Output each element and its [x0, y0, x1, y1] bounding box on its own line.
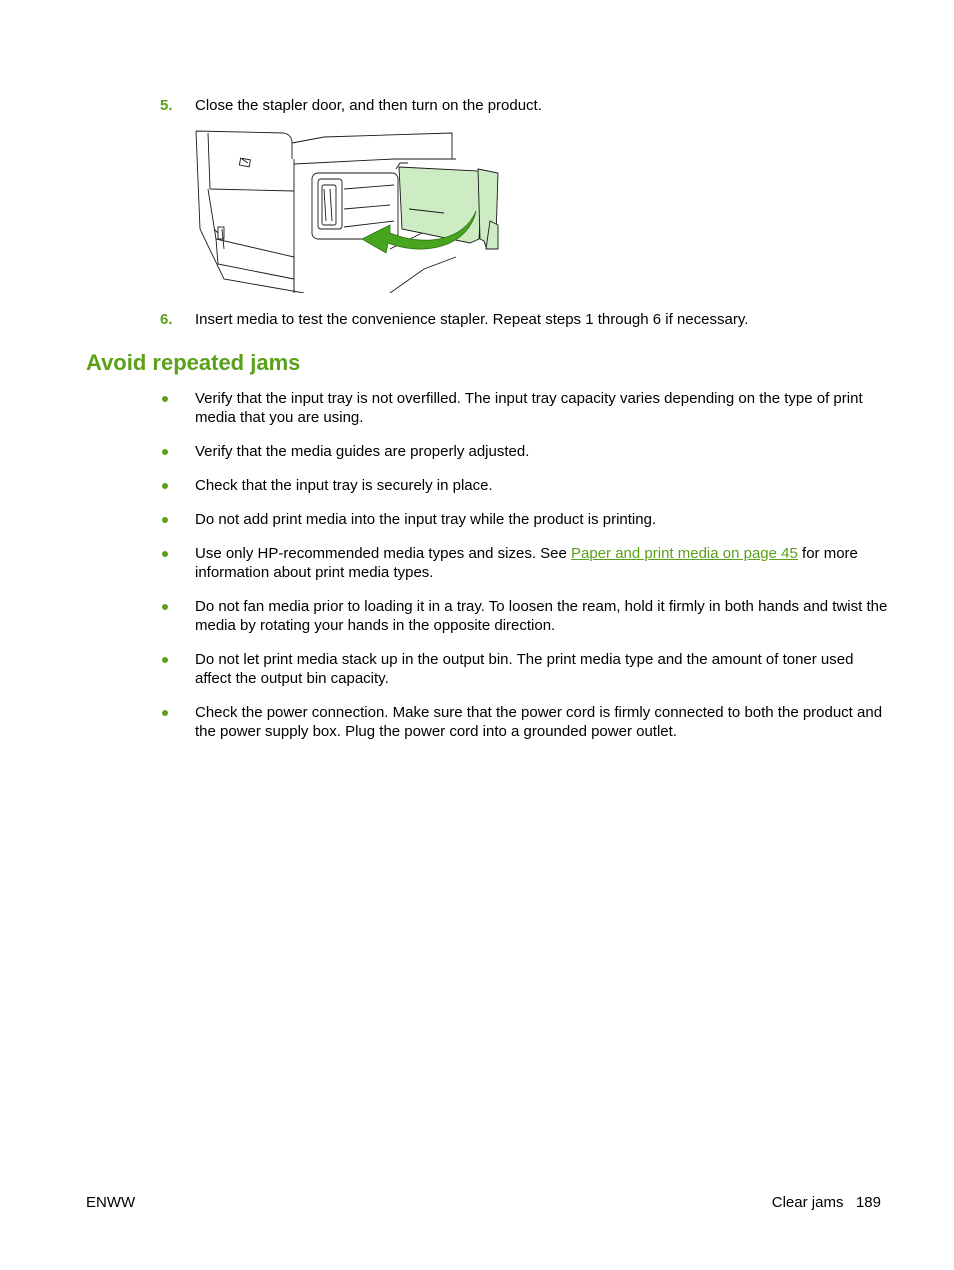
step-number: 6. [160, 311, 173, 328]
list-item [160, 476, 890, 495]
list-item [160, 389, 890, 427]
bullet-icon [162, 483, 168, 489]
list-item-text-after: for more information about print media types. [195, 545, 858, 581]
list-item [160, 650, 890, 688]
bullet-icon [162, 710, 168, 716]
footer-page-info [772, 1193, 881, 1212]
step-number: 5. [160, 97, 173, 114]
list-item [160, 597, 890, 635]
step-text: Close the stapler door, and then turn on the product. [195, 97, 542, 114]
list-item-text: Verify that the input tray is not overfilled. The input tray capacity varies depending on the type of print media that you are using. [195, 390, 863, 426]
step-text: Insert media to test the convenience stapler. Repeat steps 1 through 6 if necessary. [195, 311, 749, 328]
list-item-text-before: Use only HP-recommended media types and sizes. See [195, 545, 572, 562]
list-item-text: Do not let print media stack up in the output bin. The print media type and the amount of toner used affect the output bin capacity. [195, 651, 854, 687]
bullet-icon [162, 517, 168, 523]
list-item [160, 544, 890, 582]
stapler-door-illustration [194, 129, 510, 293]
footer-section: Clear jams [771, 1194, 844, 1211]
page-number: 189 [855, 1194, 881, 1211]
paper-media-link[interactable]: Paper and print media on page 45 [571, 545, 798, 562]
list-item [160, 510, 890, 529]
footer-label: ENWW [86, 1194, 136, 1211]
list-item-text: Do not fan media prior to loading it in a tray. To loosen the ream, hold it firmly in both hands and twist the media by rotating your hands in the opposite direction. [195, 598, 888, 634]
list-item-text: Do not add print media into the input tray while the product is printing. [195, 511, 657, 528]
list-item-text: Check the power connection. Make sure that the power cord is firmly connected to both the product and the power supply box. Plug the power cord into a grounded power outlet. [195, 704, 883, 740]
section-heading: Avoid repeated jams [86, 350, 301, 375]
list-item-text: Verify that the media guides are properly adjusted. [195, 443, 530, 460]
list-item-text: Check that the input tray is securely in place. [195, 477, 493, 494]
bullet-icon [162, 449, 168, 455]
bullet-icon [162, 657, 168, 663]
list-item [160, 442, 890, 461]
bullet-icon [162, 604, 168, 610]
list-item [160, 703, 890, 741]
bullet-icon [162, 396, 168, 402]
tips-list [160, 389, 890, 756]
bullet-icon [162, 551, 168, 557]
